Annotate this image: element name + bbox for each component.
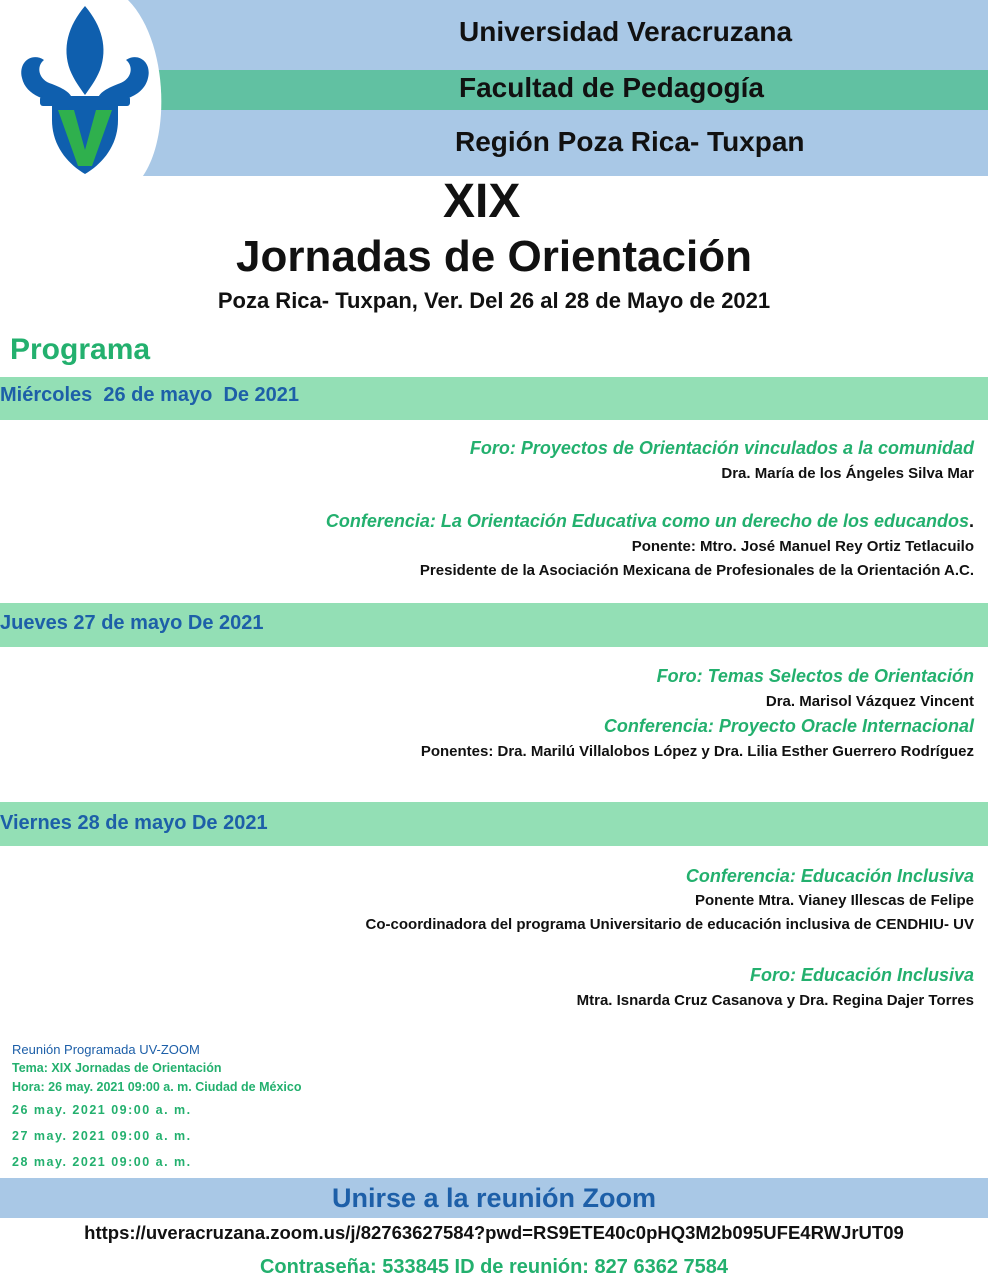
- program-heading: Programa: [10, 333, 151, 366]
- edition-title: XIX: [443, 175, 521, 228]
- zoom-time: Hora: 26 may. 2021 09:00 a. m. Ciudad de México: [12, 1080, 302, 1094]
- uv-flor-de-lis-icon: [0, 0, 170, 180]
- event-title: Conferencia: Educación Inclusiva: [685, 866, 974, 886]
- zoom-session-3: 28 may. 2021 09:00 a. m.: [12, 1155, 192, 1169]
- event-speaker: Ponente: Mtro. José Manuel Rey Ortiz Tetlacuilo: [631, 538, 974, 555]
- event-title-period: .: [968, 511, 974, 531]
- event-title: Jornadas de Orientación: [236, 232, 752, 281]
- event-title: Conferencia: Proyecto Oracle Internacional: [603, 716, 974, 736]
- zoom-session-1: 26 may. 2021 09:00 a. m.: [12, 1103, 192, 1117]
- event-place-dates: Poza Rica- Tuxpan, Ver. Del 26 al 28 de Mayo de 2021: [217, 288, 771, 313]
- event-speaker-role: Co-coordinadora del programa Universitario de educación inclusiva de CENDHIU- UV: [365, 916, 974, 933]
- faculty-name: Facultad de Pedagogía: [459, 72, 764, 103]
- event-title: Foro: Temas Selectos de Orientación: [656, 666, 974, 686]
- event-speaker-role: Presidente de la Asociación Mexicana de Profesionales de la Orientación A.C.: [419, 562, 974, 579]
- university-name: Universidad Veracruzana: [459, 16, 793, 47]
- zoom-join-link[interactable]: Unirse a la reunión Zoom: [331, 1183, 657, 1213]
- event-speaker: Ponente Mtra. Vianey Illescas de Felipe: [694, 892, 974, 909]
- region-name: Región Poza Rica- Tuxpan: [455, 126, 805, 157]
- day-label-2: Jueves 27 de mayo De 2021: [0, 612, 264, 634]
- event-speaker: Dra. María de los Ángeles Silva Mar: [721, 465, 974, 482]
- event-speaker: Ponentes: Dra. Marilú Villalobos López y Dra. Lilia Esther Guerrero Rodríguez: [420, 743, 974, 760]
- zoom-session-2: 27 may. 2021 09:00 a. m.: [12, 1129, 192, 1143]
- event-title: Foro: Proyectos de Orientación vinculados a la comunidad: [469, 438, 974, 458]
- zoom-credentials: Contraseña: 533845 ID de reunión: 827 6362 7584: [259, 1256, 728, 1278]
- event-speaker: Mtra. Isnarda Cruz Casanova y Dra. Regina Dajer Torres: [576, 992, 974, 1009]
- event-title: Foro: Educación Inclusiva: [749, 965, 974, 985]
- zoom-url-link[interactable]: https://uveracruzana.zoom.us/j/82763627584?pwd=RS9ETE40c0pHQ3M2b095UFE4RWJrUT09: [84, 1222, 904, 1243]
- event-title-text: Conferencia: La Orientación Educativa como un derecho de los educandos: [325, 511, 969, 531]
- event-title: [326, 511, 974, 532]
- university-logo: [0, 0, 170, 180]
- zoom-topic: Tema: XIX Jornadas de Orientación: [12, 1061, 222, 1075]
- day-label-1: Miércoles 26 de mayo De 2021: [0, 384, 300, 406]
- zoom-meeting-label: Reunión Programada UV-ZOOM: [12, 1042, 200, 1057]
- day-label-3: Viernes 28 de mayo De 2021: [0, 812, 268, 834]
- event-speaker: Dra. Marisol Vázquez Vincent: [765, 693, 974, 710]
